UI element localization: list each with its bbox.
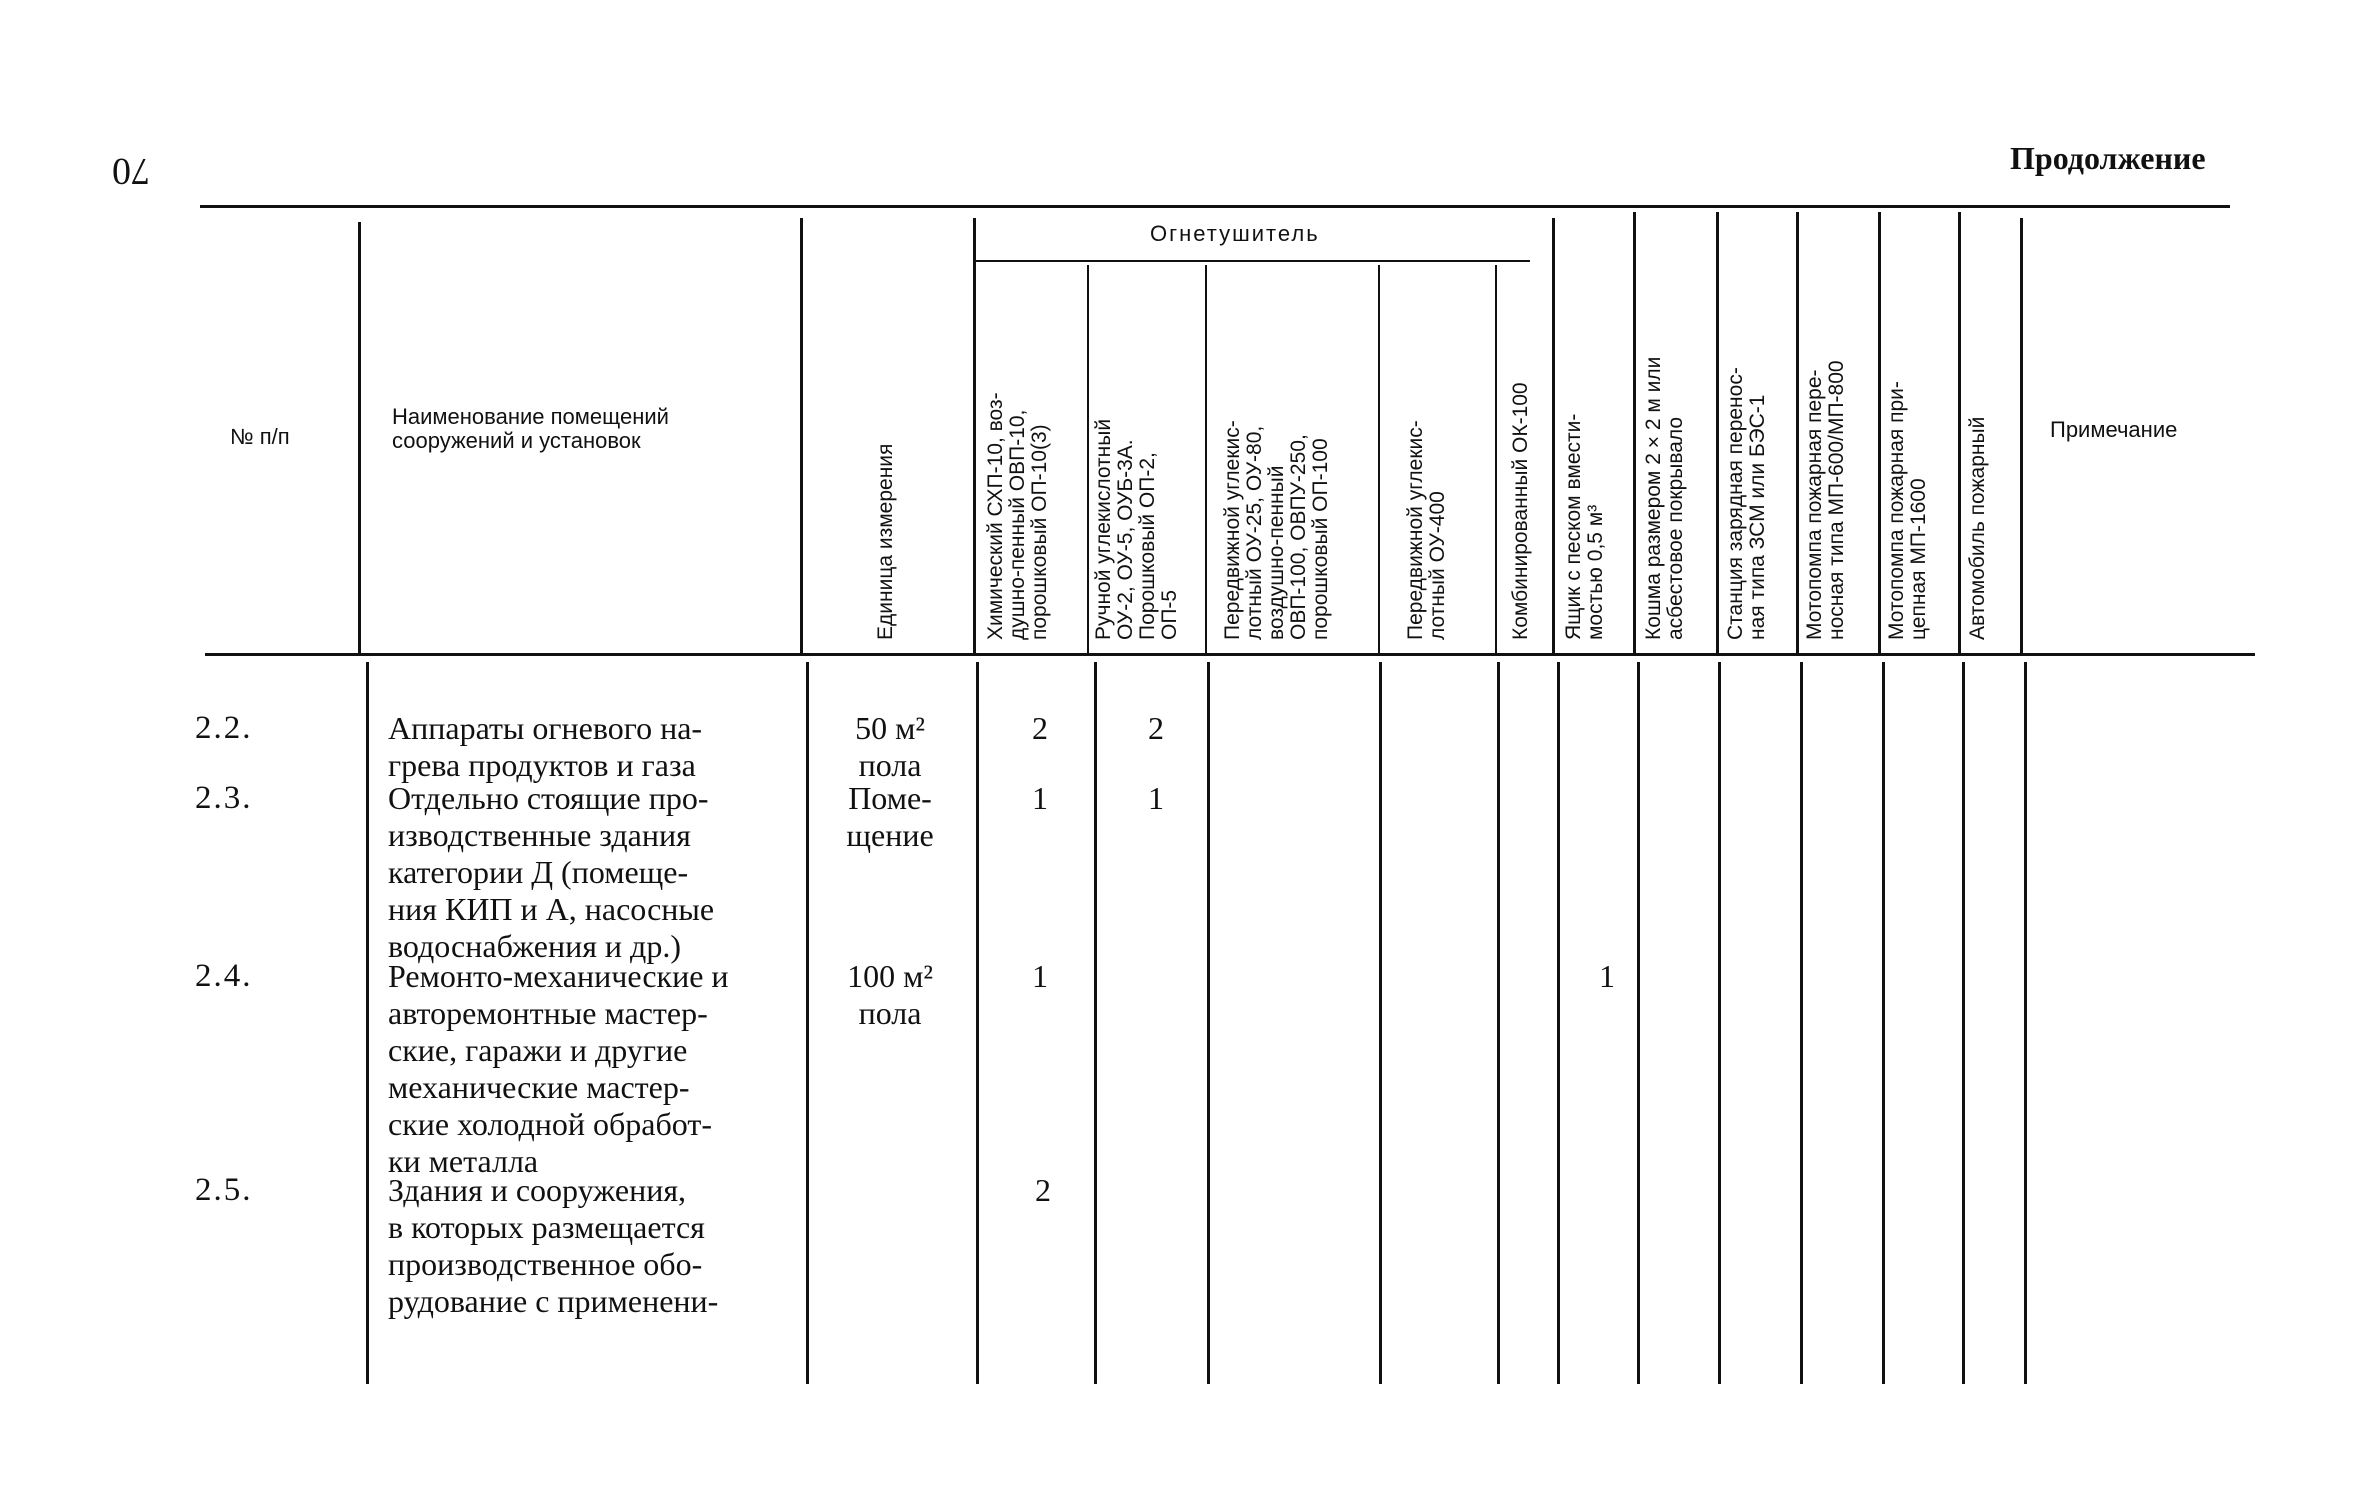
col-rule xyxy=(973,218,976,654)
row-unit: 100 м² пола xyxy=(847,958,933,1031)
row-number: 2.2. xyxy=(195,710,253,746)
col-rule xyxy=(1637,662,1640,1384)
header-ext-col-4: Передвижной углекис- лотный ОУ-400 xyxy=(1404,420,1450,640)
row-number: 2.3. xyxy=(195,780,253,816)
row-name: Аппараты огневого на- грева продуктов и газа xyxy=(388,710,703,783)
col-rule xyxy=(1378,265,1380,654)
header-col-unit: Единица измерения xyxy=(874,443,897,640)
col-rule xyxy=(1087,265,1089,654)
col-rule xyxy=(1379,662,1382,1384)
col-rule xyxy=(366,662,369,1384)
col-rule xyxy=(1094,662,1097,1384)
header-motopump-trailer: Мотопомпа пожарная при- цепная МП-1600 xyxy=(1885,381,1931,640)
row-ext-col-2-value: 1 xyxy=(1148,780,1164,816)
row-name: Ремонто-механические и авторемонтные мастер- ские, гаражи и другие механические мастер- ские холодной обработ- ки металла xyxy=(388,958,729,1179)
col-rule xyxy=(1205,265,1207,654)
col-rule xyxy=(1800,662,1803,1384)
col-rule xyxy=(806,662,809,1384)
header-charging-station: Станция зарядная перенос- ная типа ЗСМ или БЭС-1 xyxy=(1724,367,1770,640)
row-unit: Поме- щение xyxy=(846,780,934,853)
col-rule xyxy=(800,218,803,654)
continued-label: Продолжение xyxy=(2010,140,2206,176)
row-ext-col-1-value: 2 xyxy=(1035,1172,1051,1208)
col-rule xyxy=(1878,212,1881,654)
header-col-number: № п/п xyxy=(230,424,290,449)
row-unit: 50 м² пола xyxy=(855,710,925,783)
col-rule xyxy=(1557,662,1560,1384)
header-motopump-portable: Мотопомпа пожарная пере- носная типа МП-600/МП-800 xyxy=(1803,360,1849,640)
col-rule xyxy=(1716,212,1719,654)
col-rule xyxy=(1796,212,1799,654)
row-number: 2.4. xyxy=(195,958,253,994)
header-col-name: Наименование помещений сооружений и установок xyxy=(392,404,669,454)
col-rule xyxy=(358,222,361,654)
extinguisher-group-rule xyxy=(975,260,1530,262)
row-ext-col-1-value: 1 xyxy=(1032,958,1048,994)
col-rule xyxy=(1495,265,1497,654)
row-ext-col-1-value: 1 xyxy=(1032,780,1048,816)
row-number: 2.5. xyxy=(195,1172,253,1208)
row-ext-col-1-value: 2 xyxy=(1032,710,1048,746)
col-rule xyxy=(1207,662,1210,1384)
header-col-note: Примечание xyxy=(2050,417,2178,442)
header-felt-blanket: Кошма размером 2×2 м или асбестовое покрывало xyxy=(1642,356,1688,640)
header-ext-col-2: Ручной углекислотный ОУ-2, ОУ-5, ОУБ-3А. Порошковый ОП-2, ОП-5 xyxy=(1092,418,1182,640)
col-rule xyxy=(1633,212,1636,654)
header-ext-col-1: Химический СХП-10, воз- душно-пенный ОВП-10, порошковый ОП-10(3) xyxy=(984,392,1052,640)
col-rule xyxy=(1958,212,1961,654)
row-name: Здания и сооружения, в которых размещается производственное обо- рудование с применени- xyxy=(388,1172,719,1319)
row-ext-col-2-value: 2 xyxy=(1148,710,1164,746)
header-fire-truck: Автомобиль пожарный xyxy=(1966,416,1989,640)
header-ext-col-3: Передвижной углекис- лотный ОУ-25, ОУ-80, воздушно-пенный ОВП-100, ОВПУ-250, порошковый ОП-100 xyxy=(1221,420,1333,640)
col-rule xyxy=(1552,218,1555,654)
table-top-rule xyxy=(200,205,2230,208)
header-bottom-rule xyxy=(205,653,2255,656)
header-group-extinguisher: Огнетушитель xyxy=(1150,221,1320,246)
row-sand-box-value: 1 xyxy=(1599,958,1615,994)
col-rule xyxy=(976,662,979,1384)
header-sand-box: Ящик с песком вмести- мостью 0,5 м³ xyxy=(1562,413,1608,640)
col-rule xyxy=(1962,662,1965,1384)
page-number: 70 xyxy=(112,150,150,192)
col-rule xyxy=(1882,662,1885,1384)
header-ext-col-5: Комбинированный ОК-100 xyxy=(1509,382,1532,640)
row-name: Отдельно стоящие про- изводственные здания категории Д (помеще- ния КИП и А, насосные водоснабжения и др.) xyxy=(388,780,715,964)
col-rule xyxy=(2024,662,2027,1384)
col-rule xyxy=(1718,662,1721,1384)
col-rule xyxy=(2020,218,2023,654)
col-rule xyxy=(1497,662,1500,1384)
